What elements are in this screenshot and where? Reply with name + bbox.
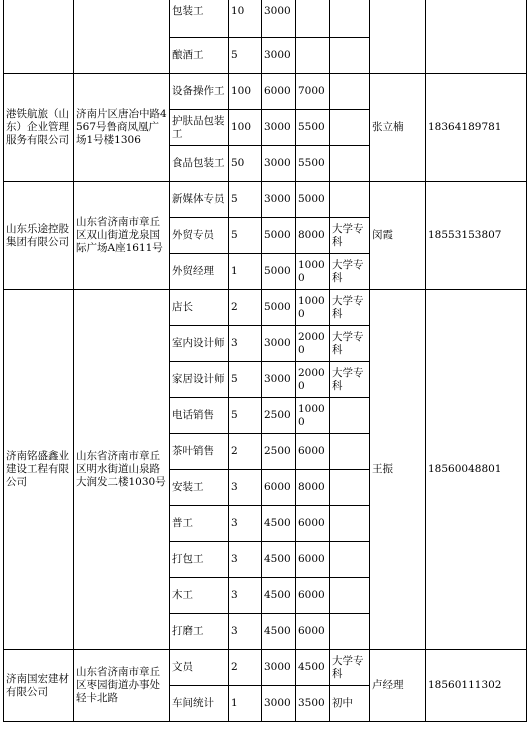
salary-max-cell: 7000 — [296, 74, 330, 110]
salary-min-cell: 3000 — [262, 650, 296, 686]
job-count-cell: 5 — [229, 362, 262, 398]
education-cell: 大学专科 — [330, 650, 370, 686]
job-title-cell: 打包工 — [170, 542, 229, 578]
salary-max-cell: 20000 — [296, 362, 330, 398]
salary-max-cell: 6000 — [296, 542, 330, 578]
contact-person-cell: 王振 — [370, 290, 426, 650]
salary-max-cell: 4500 — [296, 650, 330, 686]
salary-min-cell: 6000 — [262, 470, 296, 506]
job-title-cell: 包装工 — [170, 0, 229, 38]
salary-min-cell: 3000 — [262, 0, 296, 38]
job-count-cell: 3 — [229, 470, 262, 506]
education-cell: 大学专科 — [330, 290, 370, 326]
salary-min-cell: 4500 — [262, 542, 296, 578]
contact-person-cell: 卢经理 — [370, 650, 426, 722]
job-count-cell: 10 — [229, 0, 262, 38]
education-cell: 大学专科 — [330, 254, 370, 290]
education-cell — [330, 398, 370, 434]
job-count-cell: 5 — [229, 218, 262, 254]
salary-max-cell — [296, 0, 330, 38]
salary-min-cell: 3000 — [262, 146, 296, 182]
job-count-cell: 5 — [229, 398, 262, 434]
contact-person-cell: 张立楠 — [370, 74, 426, 182]
education-cell — [330, 470, 370, 506]
salary-min-cell: 4500 — [262, 614, 296, 650]
job-title-cell: 木工 — [170, 578, 229, 614]
table-row — [4, 74, 527, 110]
salary-max-cell: 8000 — [296, 218, 330, 254]
salary-min-cell: 5000 — [262, 290, 296, 326]
contact-phone-cell — [426, 0, 527, 74]
salary-max-cell: 3500 — [296, 686, 330, 722]
contact-phone-cell: 18553153807 — [426, 182, 527, 290]
salary-max-cell — [296, 38, 330, 74]
job-count-cell: 3 — [229, 542, 262, 578]
education-cell — [330, 542, 370, 578]
education-cell — [330, 74, 370, 110]
job-count-cell: 2 — [229, 650, 262, 686]
education-cell: 大学专科 — [330, 326, 370, 362]
company-address-cell: 山东省济南市章丘区双山街道龙泉国际广场A座1611号 — [74, 182, 170, 290]
job-title-cell: 新媒体专员 — [170, 182, 229, 218]
job-count-cell: 3 — [229, 326, 262, 362]
company-address-cell — [74, 0, 170, 74]
education-cell — [330, 506, 370, 542]
table-row — [4, 0, 527, 38]
job-title-cell: 车间统计 — [170, 686, 229, 722]
job-title-cell: 店长 — [170, 290, 229, 326]
education-cell — [330, 110, 370, 146]
education-cell: 大学专科 — [330, 362, 370, 398]
job-title-cell: 外贸专员 — [170, 218, 229, 254]
salary-max-cell: 6000 — [296, 614, 330, 650]
salary-min-cell: 5000 — [262, 254, 296, 290]
education-cell: 大学专科 — [330, 218, 370, 254]
job-count-cell: 1 — [229, 254, 262, 290]
education-cell — [330, 614, 370, 650]
salary-min-cell: 6000 — [262, 74, 296, 110]
job-title-cell: 家居设计师 — [170, 362, 229, 398]
salary-min-cell: 3000 — [262, 38, 296, 74]
company-address-cell: 山东省济南市章丘区枣园街道办事处轻卡北路 — [74, 650, 170, 722]
salary-min-cell: 2500 — [262, 434, 296, 470]
contact-phone-cell: 18560111302 — [426, 650, 527, 722]
job-title-cell: 普工 — [170, 506, 229, 542]
job-title-cell: 打磨工 — [170, 614, 229, 650]
table-row — [4, 650, 527, 686]
table-row — [4, 182, 527, 218]
salary-max-cell: 10000 — [296, 398, 330, 434]
company-name-cell: 济南铭盛鑫业建设工程有限公司 — [4, 290, 74, 650]
company-name-cell: 港铁航旅（山东）企业管理服务有限公司 — [4, 74, 74, 182]
job-title-cell: 护肤品包装工 — [170, 110, 229, 146]
salary-min-cell: 3000 — [262, 110, 296, 146]
company-name-cell: 山东乐途控股集团有限公司 — [4, 182, 74, 290]
job-title-cell: 电话销售 — [170, 398, 229, 434]
company-address-cell: 济南片区唐冶中路4567号鲁商凤凰广场1号楼1306 — [74, 74, 170, 182]
education-cell — [330, 578, 370, 614]
contact-phone-cell: 18364189781 — [426, 74, 527, 182]
job-title-cell: 文员 — [170, 650, 229, 686]
salary-min-cell: 3000 — [262, 326, 296, 362]
job-title-cell: 酿酒工 — [170, 38, 229, 74]
salary-min-cell: 3000 — [262, 182, 296, 218]
salary-min-cell: 3000 — [262, 362, 296, 398]
job-count-cell: 100 — [229, 110, 262, 146]
salary-max-cell: 6000 — [296, 434, 330, 470]
company-address-cell: 山东省济南市章丘区明水街道山泉路大润发二楼1030号 — [74, 290, 170, 650]
salary-max-cell: 20000 — [296, 326, 330, 362]
job-count-cell: 3 — [229, 614, 262, 650]
job-count-cell: 3 — [229, 578, 262, 614]
salary-max-cell: 8000 — [296, 470, 330, 506]
job-count-cell: 1 — [229, 686, 262, 722]
table-row — [4, 290, 527, 326]
salary-min-cell: 3000 — [262, 686, 296, 722]
contact-person-cell: 闵霞 — [370, 182, 426, 290]
salary-min-cell: 2500 — [262, 398, 296, 434]
job-count-cell: 100 — [229, 74, 262, 110]
salary-min-cell: 4500 — [262, 506, 296, 542]
education-cell — [330, 182, 370, 218]
contact-person-cell — [370, 0, 426, 74]
company-name-cell — [4, 0, 74, 74]
education-cell — [330, 38, 370, 74]
salary-min-cell: 4500 — [262, 578, 296, 614]
job-count-cell: 5 — [229, 38, 262, 74]
education-cell — [330, 0, 370, 38]
salary-max-cell: 5500 — [296, 110, 330, 146]
company-name-cell: 济南国宏建材有限公司 — [4, 650, 74, 722]
salary-max-cell: 5500 — [296, 146, 330, 182]
education-cell — [330, 146, 370, 182]
job-count-cell: 50 — [229, 146, 262, 182]
contact-phone-cell: 18560048801 — [426, 290, 527, 650]
job-title-cell: 外贸经理 — [170, 254, 229, 290]
job-title-cell: 食品包装工 — [170, 146, 229, 182]
job-count-cell: 3 — [229, 506, 262, 542]
education-cell: 初中 — [330, 686, 370, 722]
job-title-cell: 茶叶销售 — [170, 434, 229, 470]
education-cell — [330, 434, 370, 470]
job-listing-table — [3, 0, 527, 722]
salary-max-cell: 10000 — [296, 254, 330, 290]
job-title-cell: 室内设计师 — [170, 326, 229, 362]
salary-max-cell: 6000 — [296, 578, 330, 614]
salary-max-cell: 6000 — [296, 506, 330, 542]
job-count-cell: 5 — [229, 182, 262, 218]
table-body — [4, 0, 527, 722]
salary-max-cell: 5000 — [296, 182, 330, 218]
job-count-cell: 2 — [229, 434, 262, 470]
salary-max-cell: 10000 — [296, 290, 330, 326]
job-title-cell: 安装工 — [170, 470, 229, 506]
job-title-cell: 设备操作工 — [170, 74, 229, 110]
salary-min-cell: 5000 — [262, 218, 296, 254]
job-count-cell: 2 — [229, 290, 262, 326]
